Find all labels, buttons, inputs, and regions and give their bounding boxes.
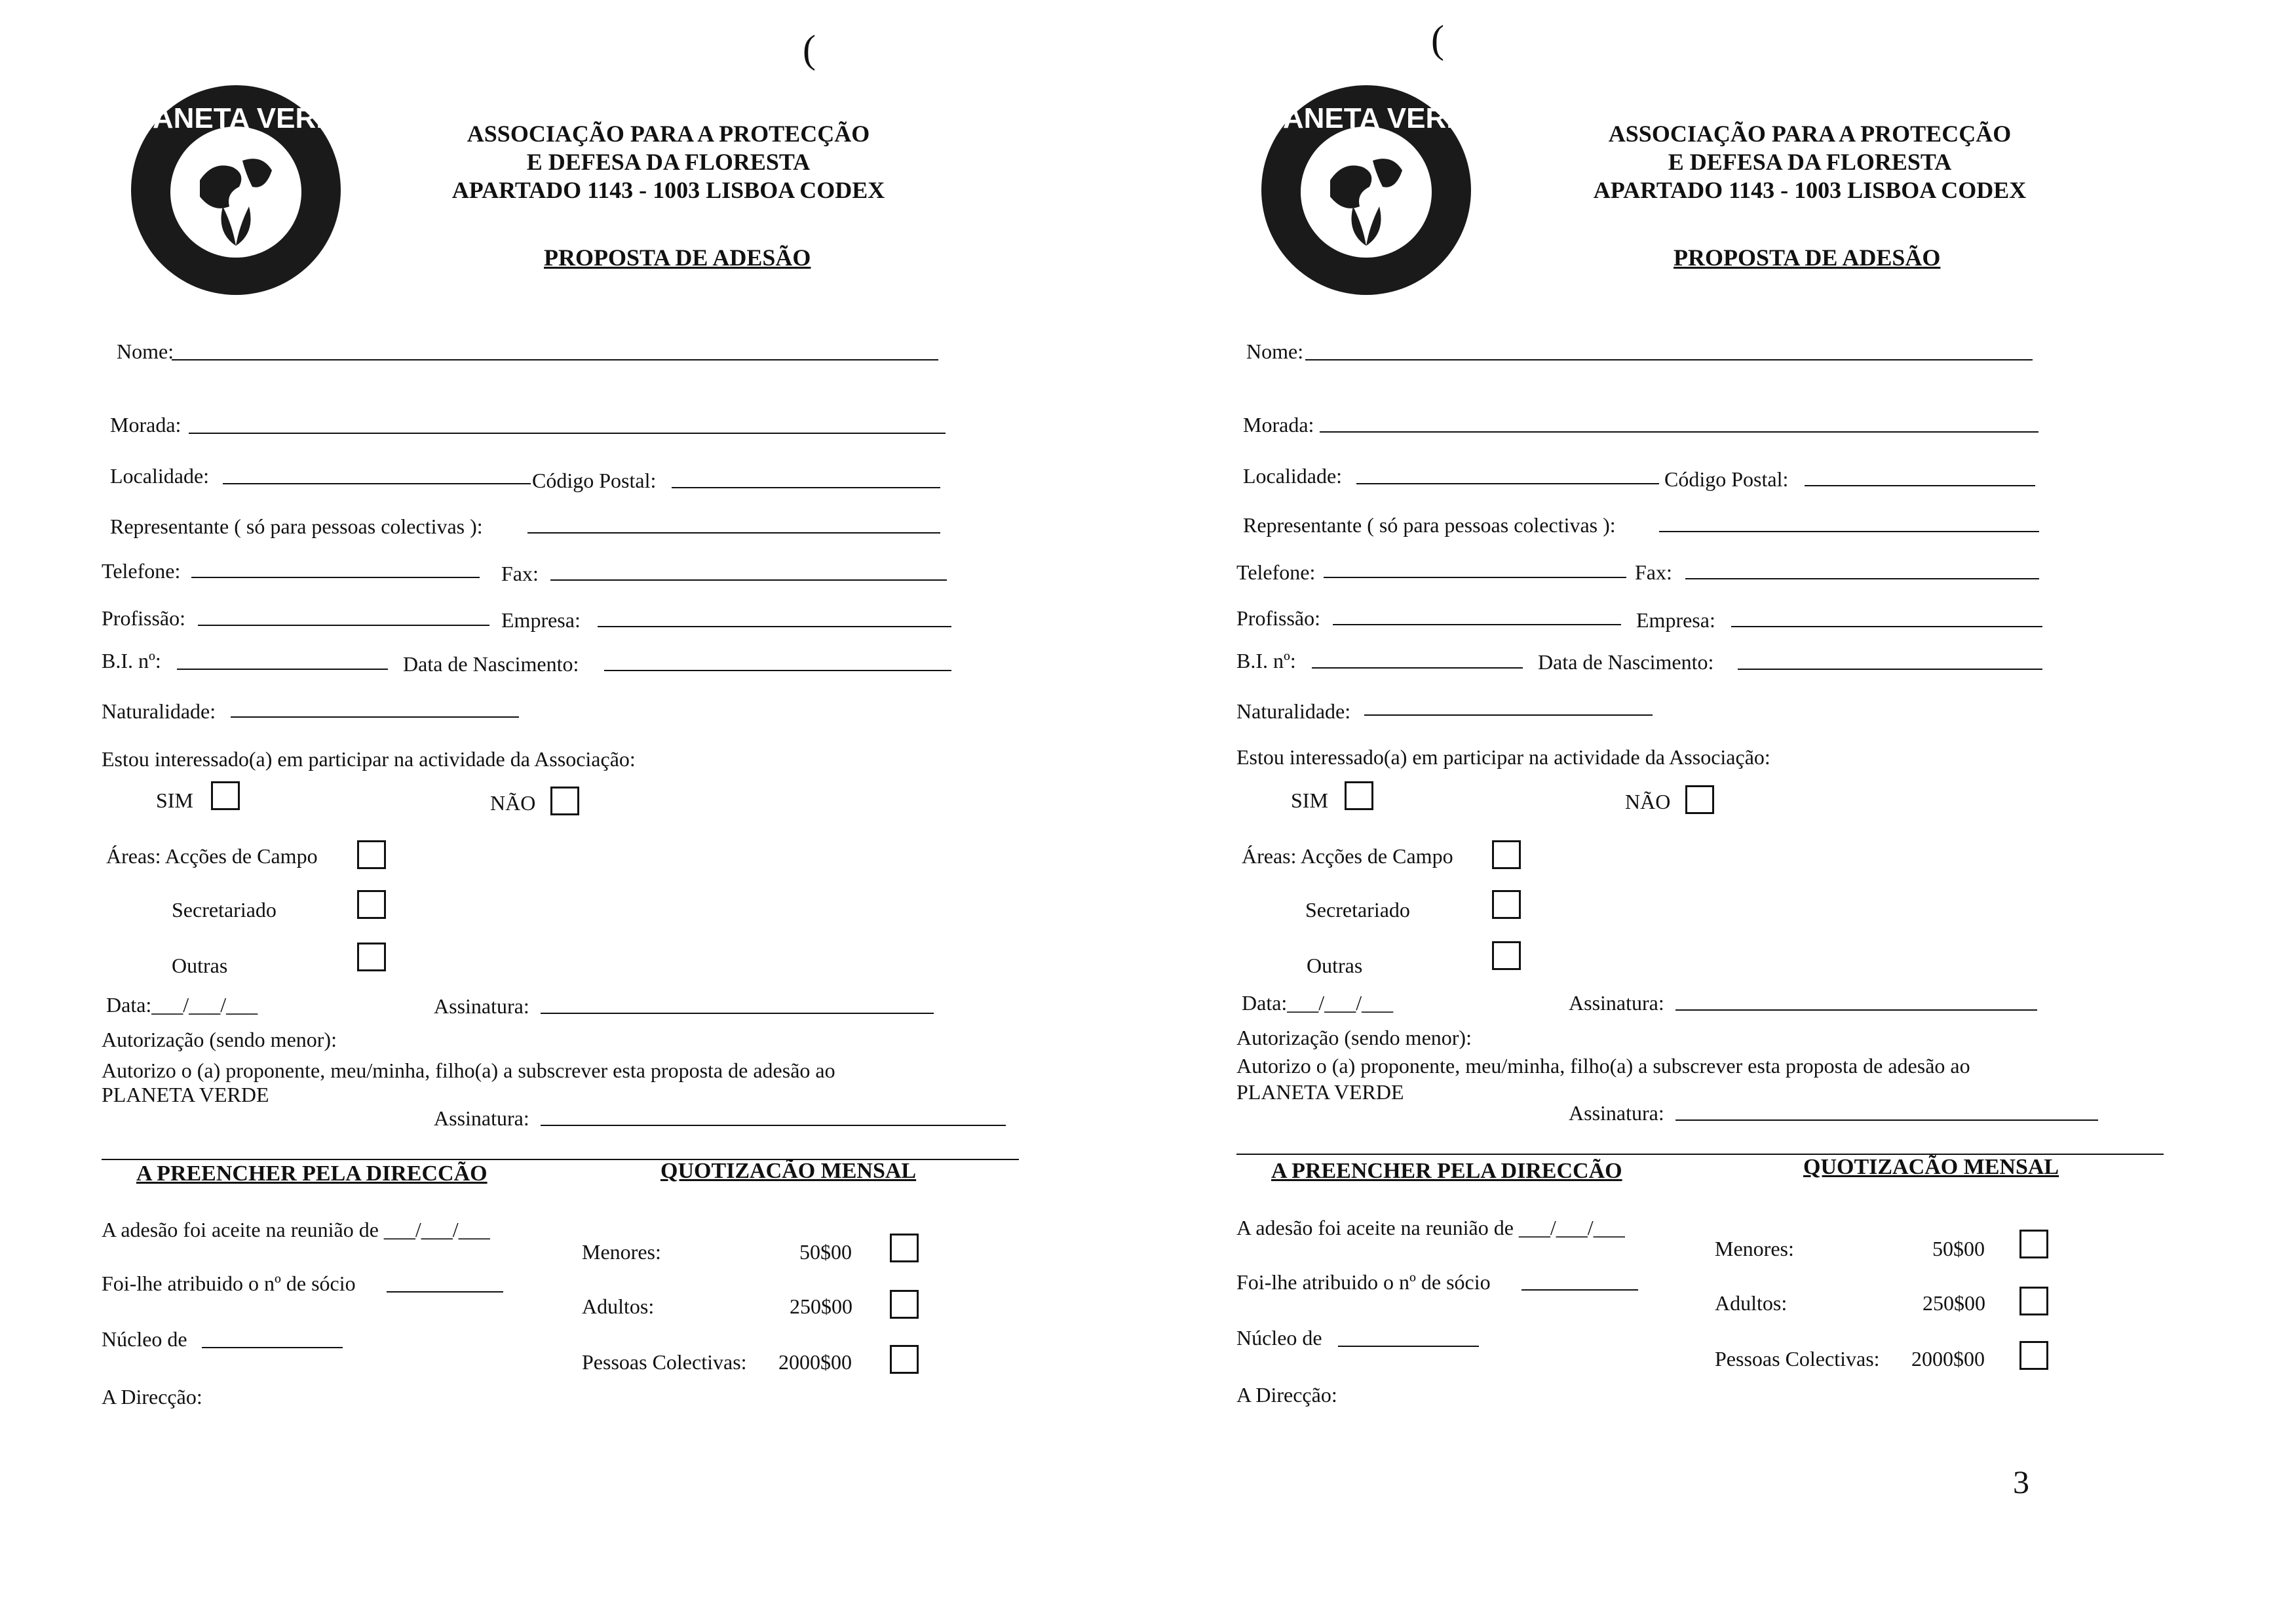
authorization-assinatura-field[interactable]: [541, 1125, 1006, 1126]
adultos-label: Adultos:: [1715, 1291, 1788, 1315]
org-address: APARTADO 1143 - 1003 LISBOA CODEX: [451, 177, 885, 203]
nao-checkbox[interactable]: [1685, 785, 1714, 814]
numero-socio-label: Foi-lhe atribuido o nº de sócio: [1236, 1270, 1491, 1294]
data-nascimento-label: Data de Nascimento:: [403, 652, 579, 676]
nome-field[interactable]: [1305, 359, 2033, 360]
aceite-field[interactable]: A adesão foi aceite na reunião de ___/___/___: [1236, 1216, 1625, 1239]
fax-field[interactable]: [550, 579, 947, 581]
authorization-title: Autorização (sendo menor):: [1236, 1026, 1472, 1049]
org-name-line2: E DEFESA DA FLORESTA: [1668, 149, 1952, 175]
data-nascimento-field[interactable]: [1738, 669, 2042, 670]
aceite-field[interactable]: A adesão foi aceite na reunião de ___/___/___: [102, 1218, 490, 1241]
interest-question: Estou interessado(a) em participar na actividade da Associação:: [1236, 745, 1770, 769]
numero-socio-label: Foi-lhe atribuido o nº de sócio: [102, 1272, 356, 1295]
planeta-verde-logo: [115, 82, 356, 298]
menores-value: 50$00: [1932, 1237, 1985, 1260]
menores-checkbox[interactable]: [890, 1234, 919, 1262]
logo-text: PLANETA VERDE: [115, 102, 356, 134]
codigo-postal-label: Código Postal:: [532, 469, 657, 492]
adultos-checkbox[interactable]: [2019, 1287, 2048, 1315]
telefone-label: Telefone:: [102, 559, 181, 583]
outras-checkbox[interactable]: [357, 943, 386, 971]
localidade-label: Localidade:: [110, 464, 210, 488]
naturalidade-label: Naturalidade:: [102, 699, 216, 723]
logo-text: PLANETA VERDE: [1246, 102, 1487, 134]
direccao-heading: A PREENCHER PELA DIRECCÃO: [1271, 1159, 1622, 1183]
empresa-field[interactable]: [598, 626, 951, 627]
empresa-field[interactable]: [1731, 626, 2042, 627]
colectivas-checkbox[interactable]: [2019, 1341, 2048, 1370]
sim-checkbox[interactable]: [1345, 781, 1373, 810]
data-nascimento-label: Data de Nascimento:: [1538, 650, 1714, 674]
planeta-verde-logo: [1246, 82, 1487, 298]
org-name-line1: ASSOCIAÇÃO PARA A PROTECÇÃO: [1608, 121, 2012, 147]
authorization-assinatura-field[interactable]: [1675, 1119, 2098, 1121]
data-field[interactable]: Data:___/___/___: [106, 993, 258, 1017]
morada-field[interactable]: [189, 433, 946, 434]
morada-label: Morada:: [110, 413, 182, 437]
telefone-field[interactable]: [1324, 577, 1626, 578]
assinatura-label: Assinatura:: [1569, 991, 1664, 1015]
nao-label: NÃO: [1625, 790, 1671, 813]
profissao-field[interactable]: [1333, 624, 1621, 625]
authorization-text2: PLANETA VERDE: [1236, 1080, 1404, 1104]
morada-field[interactable]: [1320, 431, 2038, 433]
bi-label: B.I. nº:: [102, 649, 161, 672]
bi-field[interactable]: [1312, 667, 1523, 669]
profissao-field[interactable]: [198, 625, 489, 626]
secretariado-label: Secretariado: [172, 898, 277, 922]
direccao-signature-label: A Direcção:: [1236, 1383, 1337, 1407]
org-name-line1: ASSOCIAÇÃO PARA A PROTECÇÃO: [467, 121, 870, 147]
fax-field[interactable]: [1685, 578, 2039, 579]
nucleo-label: Núcleo de: [1236, 1326, 1322, 1350]
morada-label: Morada:: [1243, 413, 1314, 437]
naturalidade-label: Naturalidade:: [1236, 699, 1351, 723]
areas-label: Áreas: Acções de Campo: [1242, 844, 1453, 868]
localidade-field[interactable]: [223, 483, 531, 484]
accoes-campo-checkbox[interactable]: [1492, 840, 1521, 869]
empresa-label: Empresa:: [1636, 608, 1715, 632]
profissao-label: Profissão:: [1236, 606, 1320, 630]
data-field[interactable]: Data:___/___/___: [1242, 991, 1394, 1015]
assinatura-field[interactable]: [541, 1013, 934, 1014]
form-title: PROPOSTA DE ADESÃO: [1674, 244, 1941, 271]
bi-field[interactable]: [177, 669, 388, 670]
representante-field[interactable]: [1659, 531, 2039, 532]
adultos-label: Adultos:: [582, 1294, 655, 1318]
page-number: 3: [2013, 1464, 2029, 1500]
bi-label: B.I. nº:: [1236, 649, 1296, 672]
codigo-postal-field[interactable]: [672, 487, 940, 488]
direccao-signature-label: A Direcção:: [102, 1385, 202, 1409]
menores-checkbox[interactable]: [2019, 1230, 2048, 1258]
nucleo-label: Núcleo de: [102, 1327, 187, 1351]
profissao-label: Profissão:: [102, 606, 185, 630]
adultos-value: 250$00: [790, 1294, 852, 1318]
outras-checkbox[interactable]: [1492, 941, 1521, 970]
localidade-label: Localidade:: [1243, 464, 1343, 488]
telefone-label: Telefone:: [1236, 560, 1316, 584]
numero-socio-field[interactable]: [1521, 1289, 1638, 1291]
nome-label: Nome:: [1246, 340, 1304, 363]
sim-label: SIM: [1291, 788, 1328, 812]
menores-label: Menores:: [1715, 1237, 1794, 1260]
colectivas-label: Pessoas Colectivas:: [582, 1350, 747, 1374]
secretariado-label: Secretariado: [1305, 898, 1410, 922]
membership-form-right: [1148, 0, 2296, 1615]
fax-label: Fax:: [501, 562, 539, 585]
nucleo-field[interactable]: [202, 1347, 343, 1348]
representante-label: Representante ( só para pessoas colectivas ):: [110, 515, 483, 538]
adultos-checkbox[interactable]: [890, 1290, 919, 1319]
codigo-postal-label: Código Postal:: [1664, 467, 1789, 491]
nao-label: NÃO: [490, 791, 536, 815]
assinatura-label: Assinatura:: [434, 994, 529, 1018]
org-name-line2: E DEFESA DA FLORESTA: [526, 149, 811, 175]
representante-field[interactable]: [527, 532, 940, 534]
data-nascimento-field[interactable]: [604, 670, 951, 671]
authorization-text2: PLANETA VERDE: [102, 1083, 269, 1106]
menores-value: 50$00: [799, 1240, 852, 1264]
numero-socio-field[interactable]: [387, 1291, 503, 1293]
quota-heading: QUOTIZACÃO MENSAL: [660, 1159, 917, 1183]
adultos-value: 250$00: [1923, 1291, 1985, 1315]
nao-checkbox[interactable]: [550, 787, 579, 815]
areas-label: Áreas: Acções de Campo: [106, 844, 318, 868]
outras-label: Outras: [1307, 954, 1363, 977]
colectivas-value: 2000$00: [778, 1350, 852, 1374]
colectivas-label: Pessoas Colectivas:: [1715, 1347, 1880, 1371]
org-address: APARTADO 1143 - 1003 LISBOA CODEX: [1593, 177, 2027, 203]
codigo-postal-field[interactable]: [1805, 485, 2035, 486]
representante-label: Representante ( só para pessoas colectivas ):: [1243, 513, 1616, 537]
nome-label: Nome:: [117, 340, 174, 363]
telefone-field[interactable]: [191, 577, 480, 578]
naturalidade-field[interactable]: [231, 716, 519, 718]
authorization-assinatura-label: Assinatura:: [434, 1106, 529, 1130]
direccao-heading: A PREENCHER PELA DIRECCÃO: [136, 1161, 488, 1186]
scan-mark: (: [803, 28, 816, 71]
colectivas-checkbox[interactable]: [890, 1345, 919, 1374]
menores-label: Menores:: [582, 1240, 661, 1264]
scan-mark: (: [1431, 18, 1444, 61]
authorization-text: Autorizo o (a) proponente, meu/minha, filho(a) a subscrever esta proposta de adesão ao: [1236, 1054, 1970, 1078]
authorization-title: Autorização (sendo menor):: [102, 1028, 337, 1051]
form-title: PROPOSTA DE ADESÃO: [544, 244, 811, 271]
authorization-text: Autorizo o (a) proponente, meu/minha, filho(a) a subscrever esta proposta de adesão ao: [102, 1059, 835, 1082]
empresa-label: Empresa:: [501, 608, 581, 632]
sim-checkbox[interactable]: [211, 781, 240, 810]
colectivas-value: 2000$00: [1911, 1347, 1985, 1371]
accoes-campo-checkbox[interactable]: [357, 840, 386, 869]
sim-label: SIM: [156, 788, 193, 812]
fax-label: Fax:: [1635, 560, 1672, 584]
localidade-field[interactable]: [1356, 483, 1659, 484]
authorization-assinatura-label: Assinatura:: [1569, 1101, 1664, 1125]
secretariado-checkbox[interactable]: [1492, 890, 1521, 919]
interest-question: Estou interessado(a) em participar na actividade da Associação:: [102, 747, 636, 771]
outras-label: Outras: [172, 954, 228, 977]
secretariado-checkbox[interactable]: [357, 890, 386, 919]
nome-field[interactable]: [172, 359, 938, 360]
nucleo-field[interactable]: [1338, 1346, 1479, 1347]
assinatura-field[interactable]: [1675, 1009, 2037, 1011]
quota-heading: QUOTIZACÃO MENSAL: [1803, 1155, 2059, 1179]
naturalidade-field[interactable]: [1364, 714, 1653, 716]
